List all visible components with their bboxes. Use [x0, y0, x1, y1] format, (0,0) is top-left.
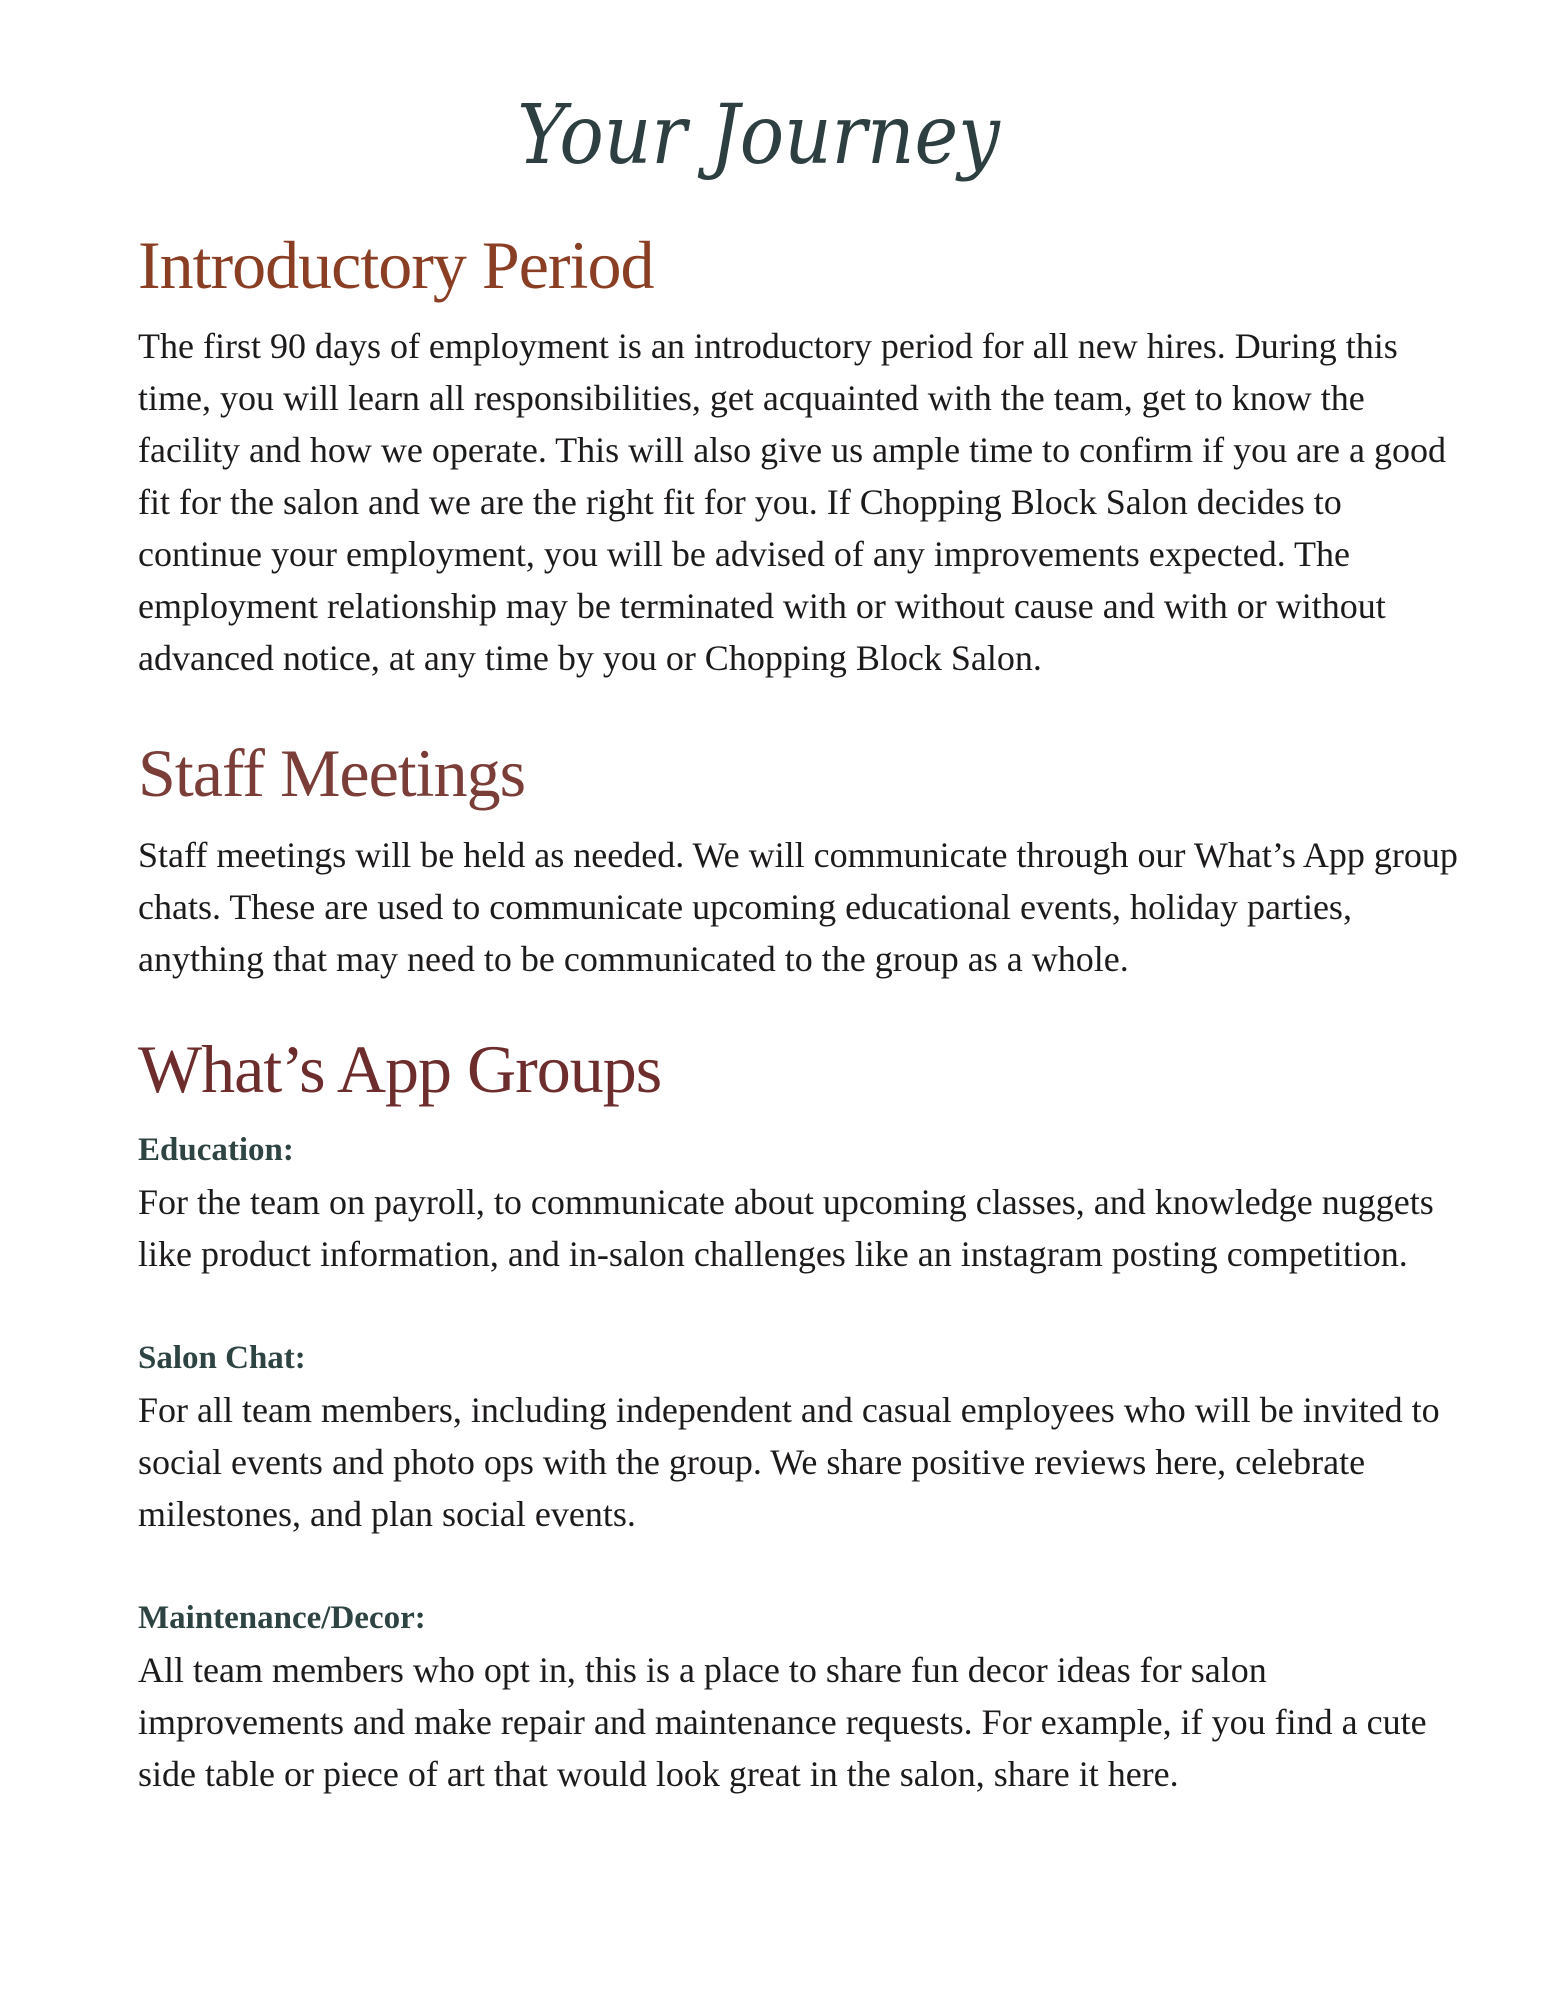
whatsapp-groups-heading: What’s App Groups — [138, 1030, 662, 1107]
education-group — [138, 1124, 1478, 1280]
maintenance-decor-group — [138, 1592, 1478, 1800]
introductory-period-section — [138, 228, 1478, 684]
introductory-period-heading: Introductory Period — [138, 227, 654, 303]
education-group-description: For the team on payroll, to communicate about upcoming classes, and knowledge nuggets like product information, and in-salon challenges like an instagram posting competition. — [138, 1182, 1434, 1275]
staff-meetings-heading: Staff Meetings — [138, 734, 526, 811]
your-journey-script-title: Your Journey — [517, 88, 1000, 183]
staff-meetings-section — [138, 736, 1478, 985]
introductory-period-paragraph: The first 90 days of employment is an introductory period for all new hires. During this time, you will learn all responsibilities, get acquainted with the team, get to know the facility and how we operate. This will also give us ample time to confirm if you are a good fit for the salon and we are the right fit for you. If Chopping Block Salon decides to continue your employment, you will be advised of any improvements expected. The employment relationship may be terminated with or without cause and with or without advanced notice, at any time by you or Chopping Block Salon. — [138, 325, 1446, 678]
maintenance-decor-group-description: All team members who opt in, this is a place to share fun decor ideas for salon improvements and make repair and maintenance requests. For example, if you find a cute side table or piece of art that would look great in the salon, share it here. — [138, 1650, 1427, 1795]
whatsapp-groups-section — [138, 1032, 1478, 1801]
education-group-label: Education: — [138, 1132, 294, 1169]
salon-chat-group-description: For all team members, including independent and casual employees who will be invited to social events and photo ops with the group. We share positive reviews here, celebrate milestones, and plan social events. — [138, 1390, 1440, 1535]
maintenance-decor-group-label: Maintenance/Decor: — [138, 1600, 426, 1637]
salon-chat-group-label: Salon Chat: — [138, 1340, 306, 1377]
salon-chat-group — [138, 1332, 1478, 1540]
staff-meetings-paragraph: Staff meetings will be held as needed. We will communicate through our What’s App group chats. These are used to communicate upcoming educational events, holiday parties, anything that may need to be communicated to the group as a whole. — [138, 834, 1458, 979]
document-content — [138, 228, 1478, 1800]
